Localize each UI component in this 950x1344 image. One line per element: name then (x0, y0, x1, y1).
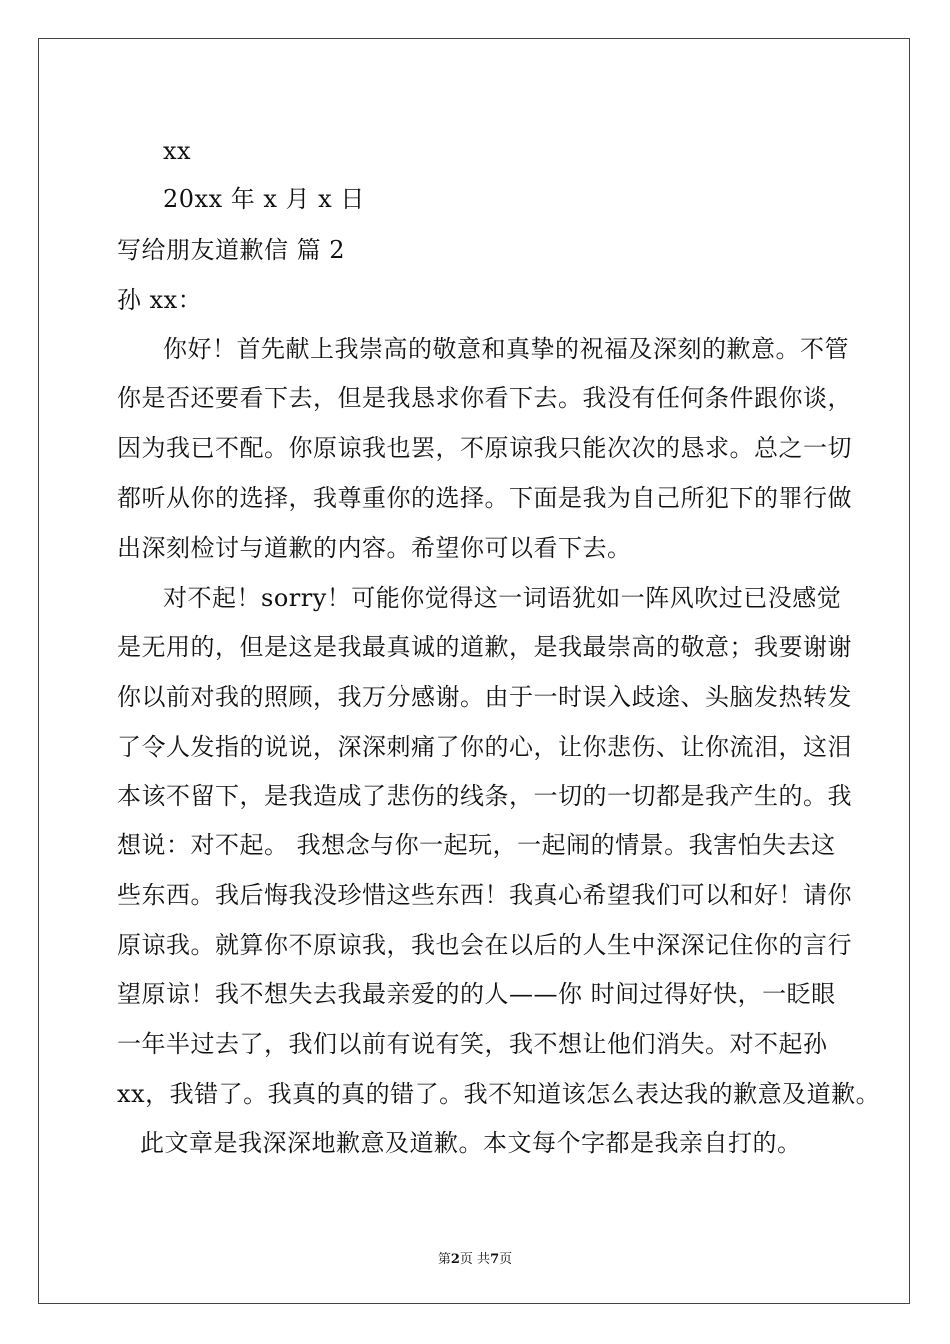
paragraph-line: 望原谅！我不想失去我最亲爱的的人——你 时间过得好快，一眨眼 (117, 980, 836, 1008)
paragraph-line: 些东西。我后悔我没珍惜这些东西！我真心希望我们可以和好！请你 (117, 881, 852, 909)
page-footer (0, 1248, 950, 1267)
paragraph-line: 都听从你的选择，我尊重你的选择。下面是我为自己所犯下的罪行做 (117, 484, 852, 512)
page-prefix: 第 (437, 1252, 451, 1267)
page-border (38, 38, 910, 1304)
paragraph-line: 了令人发指的说说，深深刺痛了你的心，让你悲伤、让你流泪，这泪 (117, 733, 852, 761)
paragraph-line: 本该不留下，是我造成了悲伤的线条，一切的一切都是我产生的。我 (117, 782, 852, 810)
closing-line: 此文章是我深深地歉意及道歉。本文每个字都是我亲自打的。 (140, 1129, 802, 1157)
paragraph-line: 原谅我。就算你不原谅我，我也会在以后的人生中深深记住你的言行 (117, 931, 852, 959)
signature-date: 20xx 年 x 月 x 日 (163, 185, 365, 213)
current-page-number: 2 (450, 1252, 460, 1267)
letter-title: 写给朋友道歉信 篇 2 (117, 236, 346, 264)
total-page-number: 7 (490, 1252, 500, 1267)
paragraph-line: 出深刻检讨与道歉的内容。希望你可以看下去。 (117, 534, 632, 562)
paragraph-line: 你好！首先献上我崇高的敬意和真挚的祝福及深刻的歉意。不管 (163, 335, 849, 363)
paragraph-line: 你是否还要看下去，但是我恳求你看下去。我没有任何条件跟你谈， (117, 384, 852, 412)
letter-salutation: 孙 xx： (117, 286, 203, 314)
paragraph-line: 想说：对不起。 我想念与你一起玩，一起闹的情景。我害怕失去这 (117, 831, 836, 859)
paragraph-line: 一年半过去了，我们以前有说有笑，我不想让他们消失。对不起孙 (117, 1030, 828, 1058)
paragraph-line: 是无用的，但是这是我最真诚的道歉，是我最崇高的敬意；我要谢谢 (117, 633, 852, 661)
paragraph-line: 对不起！sorry！可能你觉得这一词语犹如一阵风吹过已没感觉 (163, 584, 842, 612)
signature-name: xx (163, 137, 192, 165)
paragraph-line: 因为我已不配。你原谅我也罢，不原谅我只能次次的恳求。总之一切 (117, 434, 852, 462)
page-suffix: 页 (499, 1252, 513, 1267)
paragraph-line: 你以前对我的照顾，我万分感谢。由于一时误入歧途、头脑发热转发 (117, 683, 852, 711)
paragraph-line: xx，我错了。我真的真的错了。我不知道该怎么表达我的歉意及道歉。 (117, 1080, 881, 1108)
page-middle: 页 共 (459, 1252, 491, 1267)
